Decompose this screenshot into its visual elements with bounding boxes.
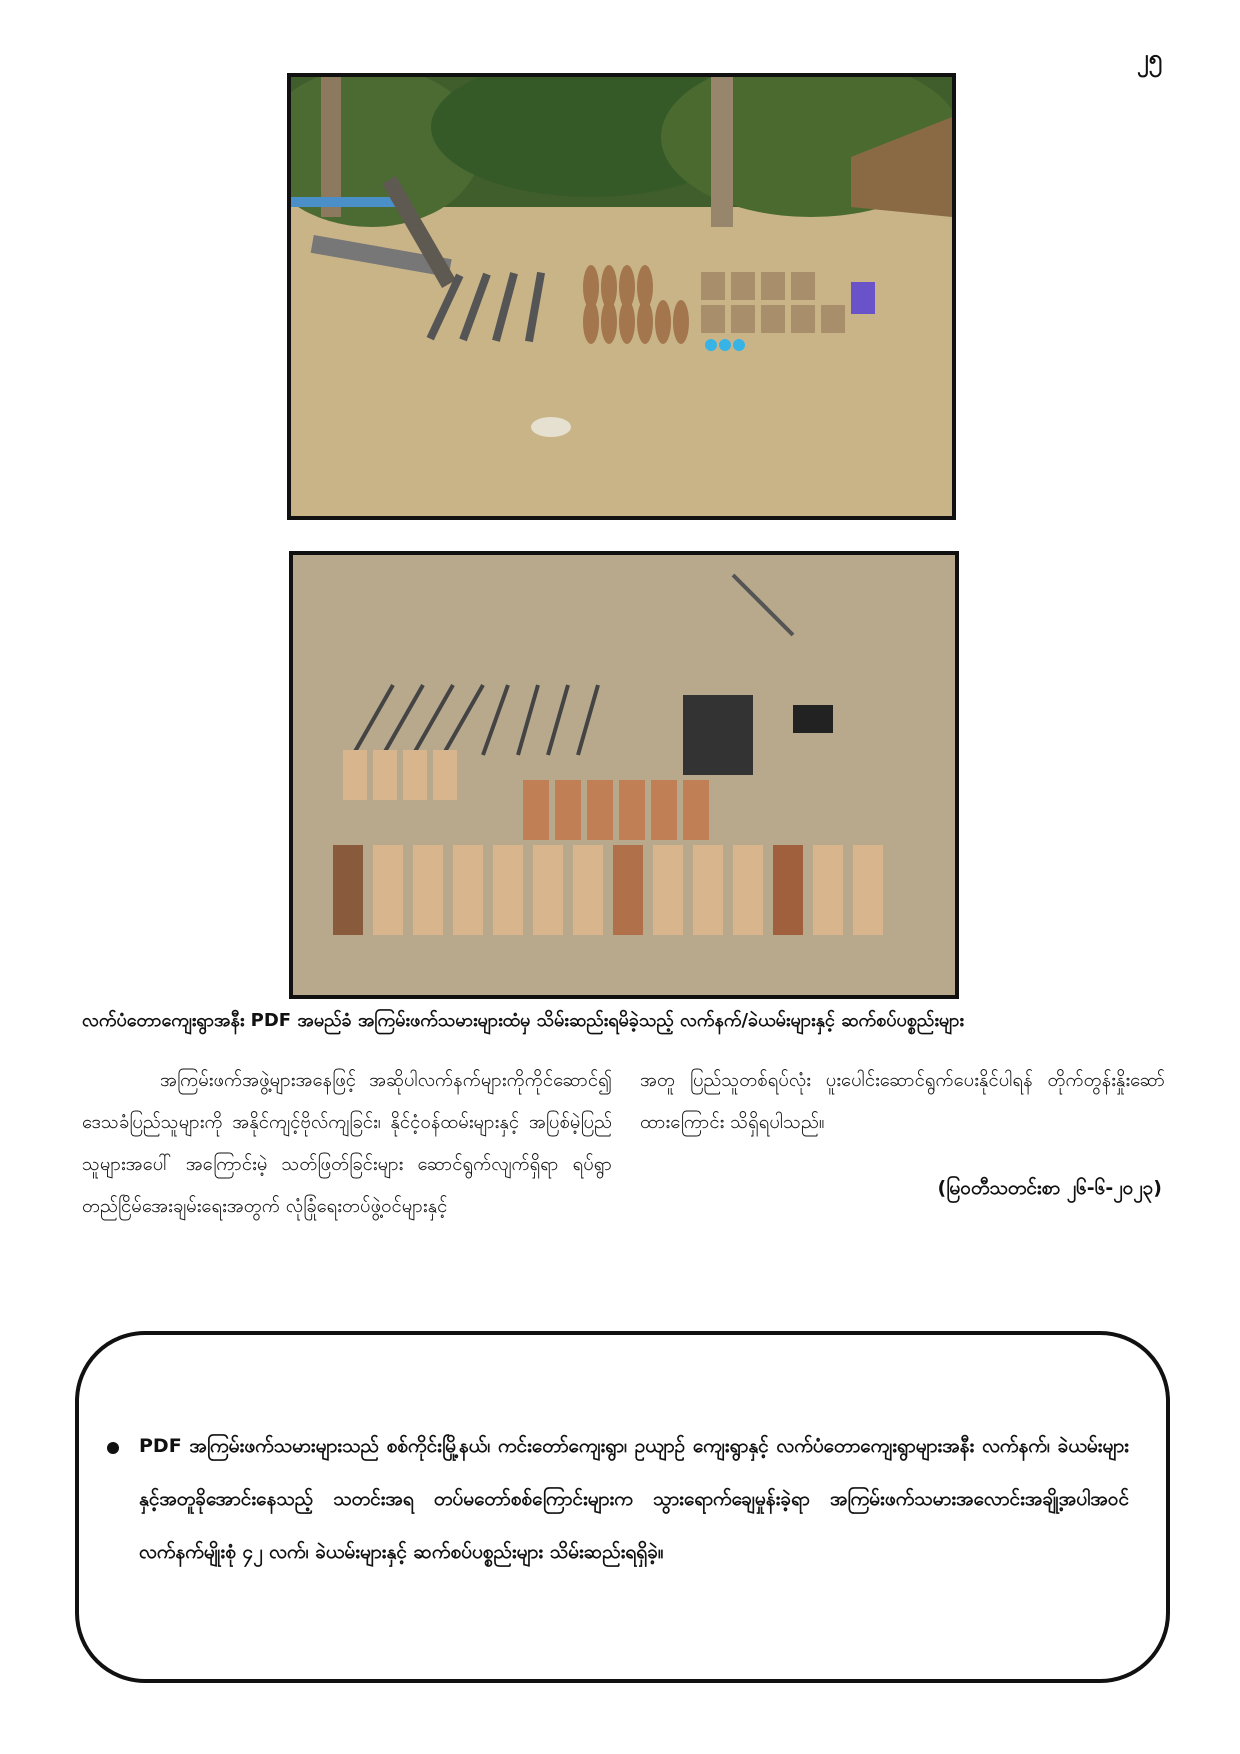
photo-seized-weapons-clearing <box>287 73 956 520</box>
page-number: ၂၅ <box>1136 44 1162 72</box>
news-source: (မြဝတီသတင်းစာ ၂၆-၆-၂၀၂၃) <box>937 1177 1162 1199</box>
body-left-text: အကြမ်းဖက်အဖွဲ့များအနေဖြင့် အဆိုပါလက်နက်များကိုကိုင်ဆောင်၍ ဒေသခံပြည်သူများကို အနိုင်ကျင့်ဗိုလ်ကျခြင်း၊ နိုင်ငံ့ဝန်ထမ်းများနှင့် အပြစ်မဲ့ပြည်သူများအပေါ် အကြောင်းမဲ့ သတ်ဖြတ်ခြင်းများ ဆောင်ရွက်လျက်ရှိရာ ရပ်ရွာတည်ငြိမ်အေးချမ်းရေးအတွက် လုံခြုံရေးတပ်ဖွဲ့ဝင်များနှင့် <box>82 1070 612 1217</box>
summary-box <box>75 1331 1170 1683</box>
photo-caption: လက်ပံတောကျေးရွာအနီး PDF အမည်ခံ အကြမ်းဖက်သမားများထံမှ သိမ်းဆည်းရမိခဲ့သည့် လက်နက်/ခဲယမ်းများနှင့် ဆက်စပ်ပစ္စည်းများ <box>82 1010 964 1031</box>
summary-bullet: PDF အကြမ်းဖက်သမားများသည် စစ်ကိုင်းမြို့နယ်၊ ကင်းတော်ကျေးရွာ၊ ဥယျာဉ် ကျေးရွာနှင့် လက်ပံတောကျေးရွာများအနီး လက်နက်၊ ခဲယမ်းများနှင့်အတူခိုအောင်းနေသည့် သတင်းအရ တပ်မတော်စစ်ကြောင်းများက သွားရောက်ချေမှုန်းခဲ့ရာ အကြမ်းဖက်သမားအလောင်းအချို့အပါအဝင် လက်နက်မျိုးစုံ ၄၂ လက်၊ ခဲယမ်းများနှင့် ဆက်စပ်ပစ္စည်းများ သိမ်းဆည်းရရှိခဲ့။ <box>139 1435 1129 1563</box>
photo-seized-rifles <box>289 551 959 999</box>
body-left-column <box>82 1060 612 1228</box>
body-right-column <box>640 1060 1165 1144</box>
bullet-icon <box>107 1442 119 1454</box>
photo-2-illustration <box>293 555 955 995</box>
photo-1-illustration <box>291 77 952 516</box>
body-right-text: အတူ ပြည်သူတစ်ရပ်လုံး ပူးပေါင်းဆောင်ရွက်ပေးနိုင်ပါရန် တိုက်တွန်းနှိုးဆော်ထားကြောင်း သိရှိရပါသည်။ <box>640 1070 1165 1133</box>
